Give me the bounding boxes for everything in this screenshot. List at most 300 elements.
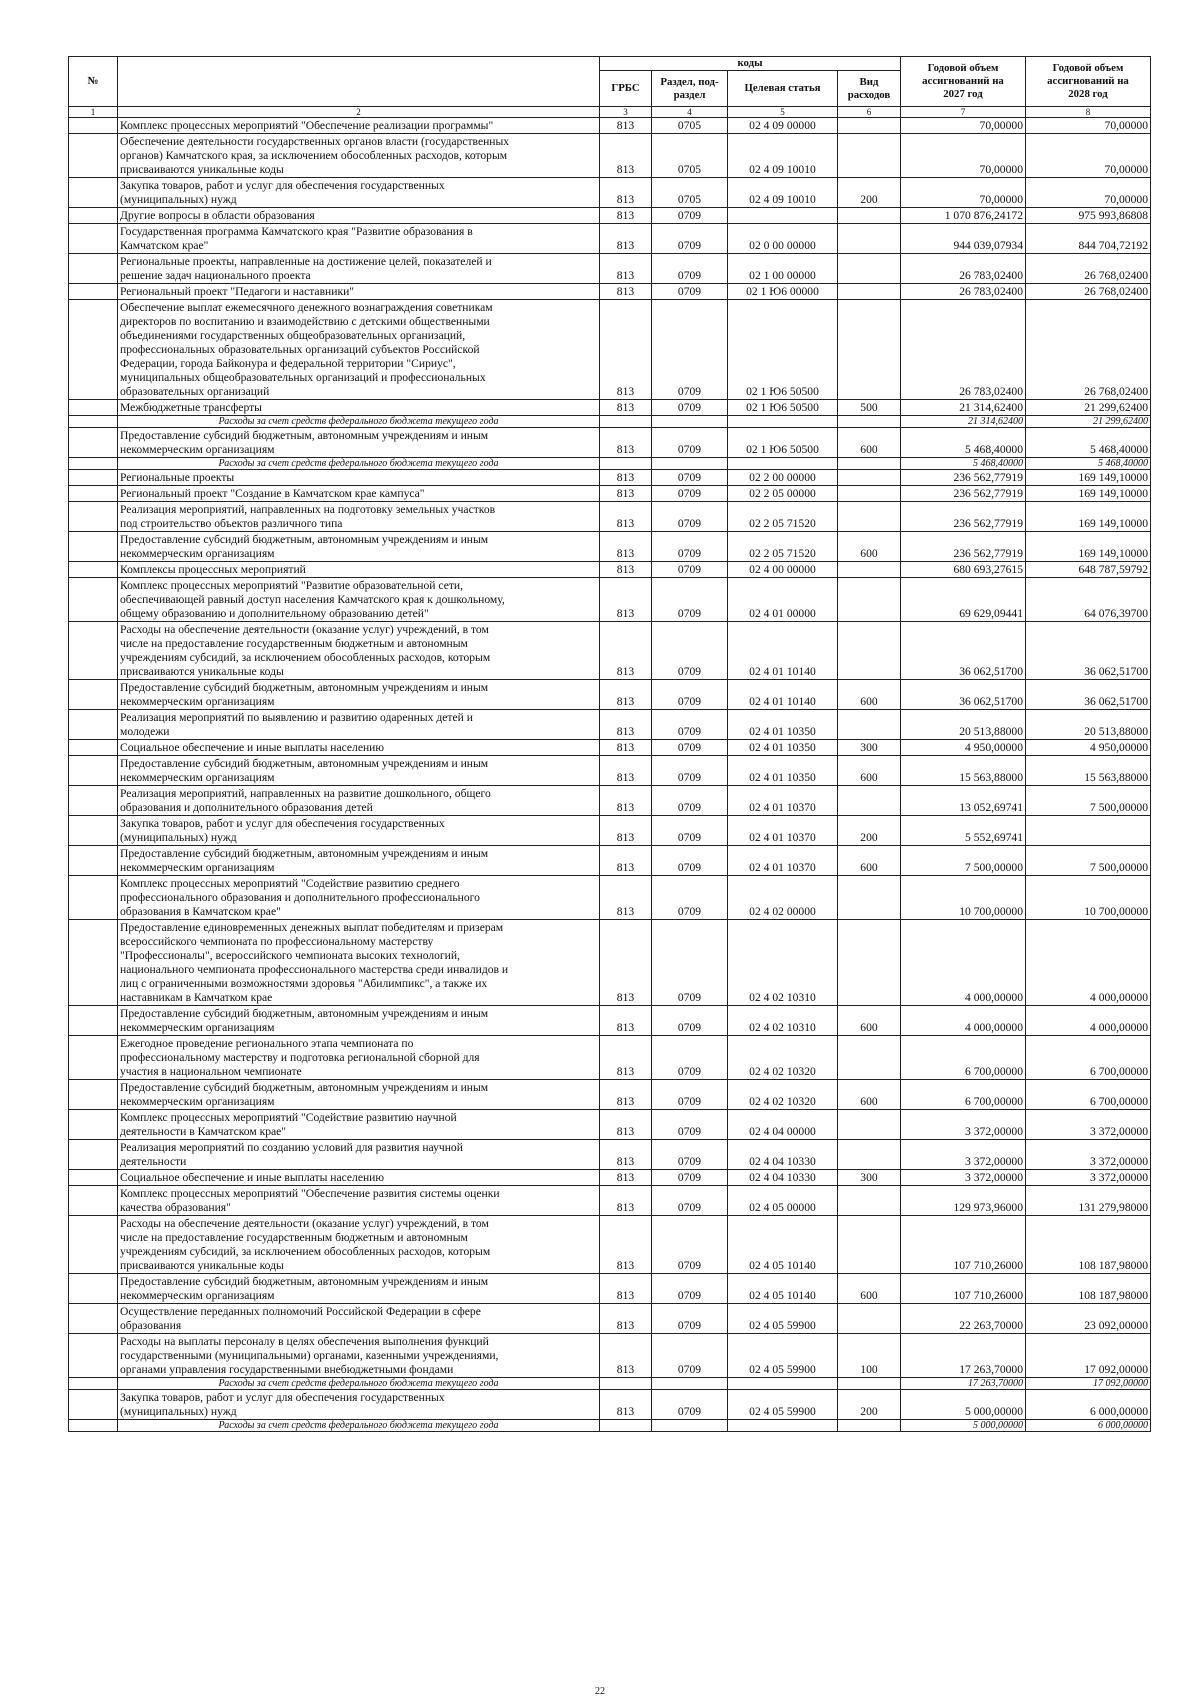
row-volume-2027-cell: 70,00000 [901,178,1026,208]
row-grbs-cell: 813 [600,400,652,416]
row-target-article-cell [728,1420,838,1432]
row-grbs-cell: 813 [600,876,652,920]
row-expense-type-cell [838,920,901,1006]
row-grbs-cell: 813 [600,1170,652,1186]
row-target-article-cell: 02 4 05 59900 [728,1334,838,1378]
row-section-cell: 0709 [652,428,728,458]
row-name-cell: Реализация мероприятий по выявлению и развитию одаренных детей и молодежи [118,710,600,740]
row-volume-2027-cell: 10 700,00000 [901,876,1026,920]
header-codes: коды [600,57,901,71]
table-row [69,1036,1151,1080]
row-volume-2028-cell: 4 000,00000 [1026,1006,1151,1036]
row-grbs-cell: 813 [600,178,652,208]
column-number: 5 [728,107,838,118]
row-number-cell [69,118,118,134]
table-row [69,756,1151,786]
row-volume-2028-cell: 648 787,59792 [1026,562,1151,578]
row-volume-2028-cell: 7 500,00000 [1026,846,1151,876]
row-section-cell [652,458,728,470]
row-section-cell: 0705 [652,134,728,178]
row-section-cell: 0709 [652,680,728,710]
row-target-article-cell: 02 4 04 10330 [728,1170,838,1186]
row-number-cell [69,1304,118,1334]
row-target-article-cell: 02 4 05 59900 [728,1390,838,1420]
row-section-cell: 0709 [652,578,728,622]
row-expense-type-cell: 600 [838,680,901,710]
table-row [69,178,1151,208]
row-expense-type-cell [838,284,901,300]
row-section-cell: 0709 [652,208,728,224]
row-number-cell [69,532,118,562]
budget-table-sheet [68,56,1150,1432]
page-number: 22 [595,1686,605,1697]
row-volume-2027-cell: 13 052,69741 [901,786,1026,816]
row-number-cell [69,486,118,502]
row-volume-2028-cell: 36 062,51700 [1026,622,1151,680]
row-target-article-cell: 02 4 02 00000 [728,876,838,920]
row-expense-type-cell [838,502,901,532]
row-grbs-cell: 813 [600,756,652,786]
row-grbs-cell: 813 [600,284,652,300]
row-volume-2027-cell: 70,00000 [901,134,1026,178]
table-row [69,400,1151,416]
row-grbs-cell: 813 [600,1304,652,1334]
row-expense-type-cell [838,118,901,134]
row-name-cell: Предоставление субсидий бюджетным, автономным учреждениям и иным некоммерческим организациям [118,846,600,876]
row-expense-type-cell: 200 [838,1390,901,1420]
row-name-cell: Предоставление субсидий бюджетным, автономным учреждениям и иным некоммерческим организациям [118,756,600,786]
row-section-cell: 0709 [652,710,728,740]
row-expense-type-cell [838,1110,901,1140]
row-expense-type-cell: 600 [838,532,901,562]
row-target-article-cell: 02 4 09 00000 [728,118,838,134]
row-volume-2028-cell: 26 768,02400 [1026,254,1151,284]
row-volume-2028-cell: 3 372,00000 [1026,1110,1151,1140]
table-row [69,1186,1151,1216]
table-row [69,1110,1151,1140]
row-volume-2027-cell: 6 700,00000 [901,1036,1026,1080]
row-section-cell: 0709 [652,1334,728,1378]
row-volume-2028-cell: 26 768,02400 [1026,284,1151,300]
table-row [69,816,1151,846]
row-name-cell: Обеспечение деятельности государственных органов власти (государственных органов) Камчатского края, за исключением обособленных расходов, которым присваиваются уникальные коды [118,134,600,178]
table-row [69,1080,1151,1110]
row-number-cell [69,920,118,1006]
row-grbs-cell [600,1378,652,1390]
row-section-cell: 0709 [652,740,728,756]
row-section-cell: 0709 [652,1140,728,1170]
header-section: Раздел, под- раздел [652,71,728,107]
row-target-article-cell: 02 4 01 00000 [728,578,838,622]
row-grbs-cell: 813 [600,486,652,502]
row-volume-2028-cell: 6 700,00000 [1026,1036,1151,1080]
row-section-cell: 0709 [652,470,728,486]
row-volume-2028-cell: 169 149,10000 [1026,486,1151,502]
row-expense-type-cell [838,1036,901,1080]
row-volume-2027-cell: 3 372,00000 [901,1110,1026,1140]
row-name-cell: Другие вопросы в области образования [118,208,600,224]
row-target-article-cell: 02 4 01 10350 [728,740,838,756]
row-section-cell: 0709 [652,1006,728,1036]
row-grbs-cell: 813 [600,224,652,254]
row-target-article-cell: 02 4 02 10320 [728,1080,838,1110]
row-volume-2027-cell: 15 563,88000 [901,756,1026,786]
table-row [69,1216,1151,1274]
row-section-cell: 0709 [652,532,728,562]
row-expense-type-cell: 100 [838,1334,901,1378]
table-row [69,562,1151,578]
row-target-article-cell [728,416,838,428]
row-number-cell [69,502,118,532]
row-volume-2028-cell: 844 704,72192 [1026,224,1151,254]
row-volume-2028-cell: 26 768,02400 [1026,300,1151,400]
row-name-cell: Реализация мероприятий, направленных на подготовку земельных участков под строительство объектов различного типа [118,502,600,532]
row-volume-2027-cell: 107 710,26000 [901,1274,1026,1304]
row-name-cell: Предоставление субсидий бюджетным, автономным учреждениям и иным некоммерческим организациям [118,428,600,458]
row-name-cell: Комплексы процессных мероприятий [118,562,600,578]
row-target-article-cell: 02 4 02 10310 [728,1006,838,1036]
row-target-article-cell: 02 4 02 10310 [728,920,838,1006]
row-grbs-cell: 813 [600,1140,652,1170]
row-number-cell [69,458,118,470]
table-row [69,470,1151,486]
table-row [69,786,1151,816]
table-row [69,920,1151,1006]
row-name-cell: Закупка товаров, работ и услуг для обеспечения государственных (муниципальных) нужд [118,816,600,846]
row-section-cell: 0709 [652,846,728,876]
row-expense-type-cell [838,1420,901,1432]
header-volume-2027: Годовой объем ассигнований на 2027 год [901,57,1026,107]
row-number-cell [69,578,118,622]
row-expense-type-cell: 200 [838,178,901,208]
row-name-cell: Предоставление субсидий бюджетным, автономным учреждениям и иным некоммерческим организациям [118,1006,600,1036]
row-target-article-cell: 02 4 02 10320 [728,1036,838,1080]
row-number-cell [69,876,118,920]
row-volume-2027-cell: 5 000,00000 [901,1420,1026,1432]
row-grbs-cell: 813 [600,428,652,458]
row-name-cell: Расходы на обеспечение деятельности (оказание услуг) учреждений, в том числе на предоставление государственным бюджетным и автономным учреждениям субсидий, за исключением обособленных расходов, которым присваиваются уникальные коды [118,1216,600,1274]
row-volume-2028-cell: 70,00000 [1026,118,1151,134]
budget-allocation-table [68,56,1151,1432]
row-section-cell: 0709 [652,1186,728,1216]
row-expense-type-cell [838,208,901,224]
row-name-cell: Предоставление субсидий бюджетным, автономным учреждениям и иным некоммерческим организациям [118,1080,600,1110]
table-row [69,1140,1151,1170]
row-volume-2028-cell: 21 299,62400 [1026,416,1151,428]
row-number-cell [69,178,118,208]
row-number-cell [69,1170,118,1186]
row-grbs-cell: 813 [600,920,652,1006]
row-volume-2027-cell: 129 973,96000 [901,1186,1026,1216]
row-volume-2027-cell: 5 468,40000 [901,458,1026,470]
row-number-cell [69,428,118,458]
row-volume-2027-cell: 6 700,00000 [901,1080,1026,1110]
row-grbs-cell: 813 [600,1110,652,1140]
row-volume-2028-cell: 4 950,00000 [1026,740,1151,756]
header-expense-type: Вид расходов [838,71,901,107]
row-section-cell [652,1378,728,1390]
row-volume-2028-cell: 5 468,40000 [1026,458,1151,470]
row-expense-type-cell [838,254,901,284]
row-volume-2028-cell: 108 187,98000 [1026,1274,1151,1304]
row-number-cell [69,134,118,178]
row-target-article-cell: 02 4 09 10010 [728,178,838,208]
row-section-cell: 0709 [652,486,728,502]
row-volume-2027-cell: 4 000,00000 [901,1006,1026,1036]
row-grbs-cell: 813 [600,786,652,816]
federal-budget-note-row [69,458,1151,470]
row-section-cell [652,416,728,428]
table-row [69,532,1151,562]
row-name-cell: Расходы за счет средств федерального бюджета текущего года [118,458,600,470]
row-section-cell: 0709 [652,816,728,846]
row-name-cell: Предоставление субсидий бюджетным, автономным учреждениям и иным некоммерческим организациям [118,680,600,710]
row-name-cell: Региональный проект "Педагоги и наставники" [118,284,600,300]
row-expense-type-cell [838,876,901,920]
row-number-cell [69,756,118,786]
row-number-cell [69,846,118,876]
row-grbs-cell: 813 [600,470,652,486]
row-number-cell [69,1080,118,1110]
row-grbs-cell [600,458,652,470]
table-row [69,578,1151,622]
row-name-cell: Закупка товаров, работ и услуг для обеспечения государственных (муниципальных) нужд [118,178,600,208]
row-target-article-cell: 02 4 09 10010 [728,134,838,178]
table-row [69,118,1151,134]
row-name-cell: Реализация мероприятий, направленных на развитие дошкольного, общего образования и дополнительного образования детей [118,786,600,816]
row-volume-2027-cell: 69 629,09441 [901,578,1026,622]
row-expense-type-cell [838,1216,901,1274]
row-section-cell: 0709 [652,562,728,578]
row-number-cell [69,1216,118,1274]
row-target-article-cell: 02 4 00 00000 [728,562,838,578]
table-row [69,486,1151,502]
row-number-cell [69,740,118,756]
row-name-cell: Региональные проекты, направленные на достижение целей, показателей и решение задач национального проекта [118,254,600,284]
table-row [69,680,1151,710]
table-row [69,740,1151,756]
row-volume-2027-cell: 17 263,70000 [901,1334,1026,1378]
row-volume-2027-cell: 4 950,00000 [901,740,1026,756]
row-volume-2028-cell: 6 700,00000 [1026,1080,1151,1110]
table-row [69,428,1151,458]
row-grbs-cell: 813 [600,118,652,134]
row-volume-2028-cell: 70,00000 [1026,134,1151,178]
row-number-cell [69,786,118,816]
row-section-cell: 0709 [652,1110,728,1140]
table-row [69,254,1151,284]
table-row [69,208,1151,224]
row-grbs-cell: 813 [600,1274,652,1304]
row-volume-2028-cell: 108 187,98000 [1026,1216,1151,1274]
row-target-article-cell: 02 4 01 10140 [728,680,838,710]
row-section-cell: 0709 [652,1274,728,1304]
row-section-cell: 0705 [652,178,728,208]
header-name [118,57,600,107]
row-expense-type-cell: 600 [838,1080,901,1110]
row-volume-2027-cell: 17 263,70000 [901,1378,1026,1390]
column-number: 6 [838,107,901,118]
row-section-cell: 0705 [652,118,728,134]
row-expense-type-cell [838,224,901,254]
row-section-cell: 0709 [652,622,728,680]
row-expense-type-cell: 500 [838,400,901,416]
row-target-article-cell: 02 4 01 10140 [728,622,838,680]
row-section-cell: 0709 [652,224,728,254]
row-volume-2027-cell: 5 000,00000 [901,1390,1026,1420]
row-name-cell: Предоставление субсидий бюджетным, автономным учреждениям и иным некоммерческим организациям [118,532,600,562]
federal-budget-note-row [69,416,1151,428]
row-name-cell: Расходы за счет средств федерального бюджета текущего года [118,416,600,428]
row-volume-2028-cell: 21 299,62400 [1026,400,1151,416]
row-number-cell [69,300,118,400]
row-name-cell: Расходы за счет средств федерального бюджета текущего года [118,1378,600,1390]
row-section-cell: 0709 [652,1304,728,1334]
column-number-row [69,107,1151,118]
row-grbs-cell: 813 [600,740,652,756]
row-name-cell: Закупка товаров, работ и услуг для обеспечения государственных (муниципальных) нужд [118,1390,600,1420]
row-section-cell: 0709 [652,786,728,816]
header-target-article: Целевая статья [728,71,838,107]
row-volume-2028-cell: 36 062,51700 [1026,680,1151,710]
table-row [69,846,1151,876]
row-target-article-cell: 02 4 01 10370 [728,816,838,846]
row-volume-2028-cell: 6 000,00000 [1026,1390,1151,1420]
row-name-cell: Региональные проекты [118,470,600,486]
row-volume-2028-cell: 4 000,00000 [1026,920,1151,1006]
row-grbs-cell: 813 [600,710,652,740]
row-expense-type-cell [838,1378,901,1390]
row-volume-2027-cell: 107 710,26000 [901,1216,1026,1274]
row-expense-type-cell [838,1304,901,1334]
row-name-cell: Ежегодное проведение регионального этапа чемпионата по профессиональному мастерству и подготовка региональной сборной для участия в национальном чемпионате [118,1036,600,1080]
row-number-cell [69,208,118,224]
row-target-article-cell: 02 1 Ю6 50500 [728,300,838,400]
row-number-cell [69,1334,118,1378]
row-grbs-cell: 813 [600,562,652,578]
row-volume-2028-cell: 20 513,88000 [1026,710,1151,740]
row-expense-type-cell [838,622,901,680]
row-volume-2028-cell: 3 372,00000 [1026,1140,1151,1170]
row-target-article-cell: 02 2 05 71520 [728,532,838,562]
row-number-cell [69,680,118,710]
column-number: 2 [118,107,600,118]
column-number: 8 [1026,107,1151,118]
row-volume-2027-cell: 20 513,88000 [901,710,1026,740]
row-grbs-cell: 813 [600,816,652,846]
table-body [69,118,1151,1432]
row-volume-2027-cell: 1 070 876,24172 [901,208,1026,224]
row-section-cell: 0709 [652,400,728,416]
row-name-cell: Комплекс процессных мероприятий "Развитие образовательной сети, обеспечивающей равный доступ населения Камчатского края к дошкольному, общему образованию и дополнительному образованию детей" [118,578,600,622]
row-section-cell: 0709 [652,1170,728,1186]
row-number-cell [69,1140,118,1170]
row-target-article-cell: 02 2 05 71520 [728,502,838,532]
row-name-cell: Комплекс процессных мероприятий "Обеспечение реализации программы" [118,118,600,134]
row-grbs-cell: 813 [600,1216,652,1274]
header-volume-2028: Годовой объем ассигнований на 2028 год [1026,57,1151,107]
row-expense-type-cell: 600 [838,1006,901,1036]
row-expense-type-cell: 200 [838,816,901,846]
row-grbs-cell: 813 [600,254,652,284]
table-row [69,1006,1151,1036]
row-target-article-cell [728,208,838,224]
row-volume-2028-cell: 64 076,39700 [1026,578,1151,622]
row-expense-type-cell [838,786,901,816]
header-grbs: ГРБС [600,71,652,107]
row-expense-type-cell [838,1140,901,1170]
row-target-article-cell: 02 4 01 10370 [728,846,838,876]
row-expense-type-cell: 600 [838,428,901,458]
row-volume-2027-cell: 236 562,77919 [901,502,1026,532]
row-expense-type-cell [838,416,901,428]
row-target-article-cell [728,1378,838,1390]
row-volume-2028-cell: 17 092,00000 [1026,1378,1151,1390]
row-volume-2027-cell: 944 039,07934 [901,224,1026,254]
row-target-article-cell: 02 0 00 00000 [728,224,838,254]
row-expense-type-cell [838,486,901,502]
row-section-cell: 0709 [652,1080,728,1110]
row-volume-2028-cell: 169 149,10000 [1026,532,1151,562]
row-target-article-cell: 02 4 05 59900 [728,1304,838,1334]
row-section-cell: 0709 [652,876,728,920]
row-section-cell: 0709 [652,502,728,532]
row-volume-2027-cell: 22 263,70000 [901,1304,1026,1334]
table-row [69,710,1151,740]
row-volume-2028-cell: 169 149,10000 [1026,470,1151,486]
row-name-cell: Государственная программа Камчатского края "Развитие образования в Камчатском крае" [118,224,600,254]
row-name-cell: Осуществление переданных полномочий Российской Федерации в сфере образования [118,1304,600,1334]
row-target-article-cell: 02 1 Ю6 50500 [728,400,838,416]
row-grbs-cell [600,1420,652,1432]
row-expense-type-cell: 600 [838,846,901,876]
column-number: 3 [600,107,652,118]
row-name-cell: Обеспечение выплат ежемесячного денежного вознаграждения советникам директоров по воспитанию и взаимодействию с детскими общественными объединениями государственных общеобразовательных организаций, профессиональных образовательных организаций субъектов Российской Федерации, города Байконура и федеральной территории "Сириус", муниципальных общеобразовательных организаций и профессиональных образовательных организаций [118,300,600,400]
column-number: 4 [652,107,728,118]
row-number-cell [69,562,118,578]
federal-budget-note-row [69,1420,1151,1432]
row-name-cell: Предоставление единовременных денежных выплат победителям и призерам всероссийского чемпионата по профессиональному мастерству "Профессионалы", всероссийского чемпионата высоких технологий, национального чемпионата профессионального мастерства среди инвалидов и лиц с ограниченными возможностями здоровья "Абилимпикс", а также их наставникам в Камчатком крае [118,920,600,1006]
row-section-cell [652,1420,728,1432]
row-grbs-cell: 813 [600,1006,652,1036]
row-volume-2028-cell: 6 000,00000 [1026,1420,1151,1432]
row-target-article-cell [728,458,838,470]
row-grbs-cell: 813 [600,502,652,532]
row-grbs-cell: 813 [600,1036,652,1080]
row-volume-2028-cell: 10 700,00000 [1026,876,1151,920]
row-section-cell: 0709 [652,1390,728,1420]
row-grbs-cell: 813 [600,208,652,224]
row-name-cell: Расходы на обеспечение деятельности (оказание услуг) учреждений, в том числе на предоставление государственным бюджетным и автономным учреждениям субсидий, за исключением обособленных расходов, которым присваиваются уникальные коды [118,622,600,680]
row-number-cell [69,1378,118,1390]
row-grbs-cell: 813 [600,300,652,400]
row-grbs-cell: 813 [600,1334,652,1378]
row-expense-type-cell [838,1186,901,1216]
row-volume-2028-cell: 17 092,00000 [1026,1334,1151,1378]
row-target-article-cell: 02 2 05 00000 [728,486,838,502]
row-name-cell: Комплекс процессных мероприятий "Обеспечение развития системы оценки качества образования" [118,1186,600,1216]
row-expense-type-cell [838,300,901,400]
row-volume-2027-cell: 21 314,62400 [901,400,1026,416]
row-number-cell [69,1274,118,1304]
row-section-cell: 0709 [652,1036,728,1080]
column-number: 7 [901,107,1026,118]
row-grbs-cell: 813 [600,680,652,710]
row-grbs-cell: 813 [600,532,652,562]
row-volume-2027-cell: 26 783,02400 [901,254,1026,284]
row-volume-2028-cell: 3 372,00000 [1026,1170,1151,1186]
row-section-cell: 0709 [652,284,728,300]
